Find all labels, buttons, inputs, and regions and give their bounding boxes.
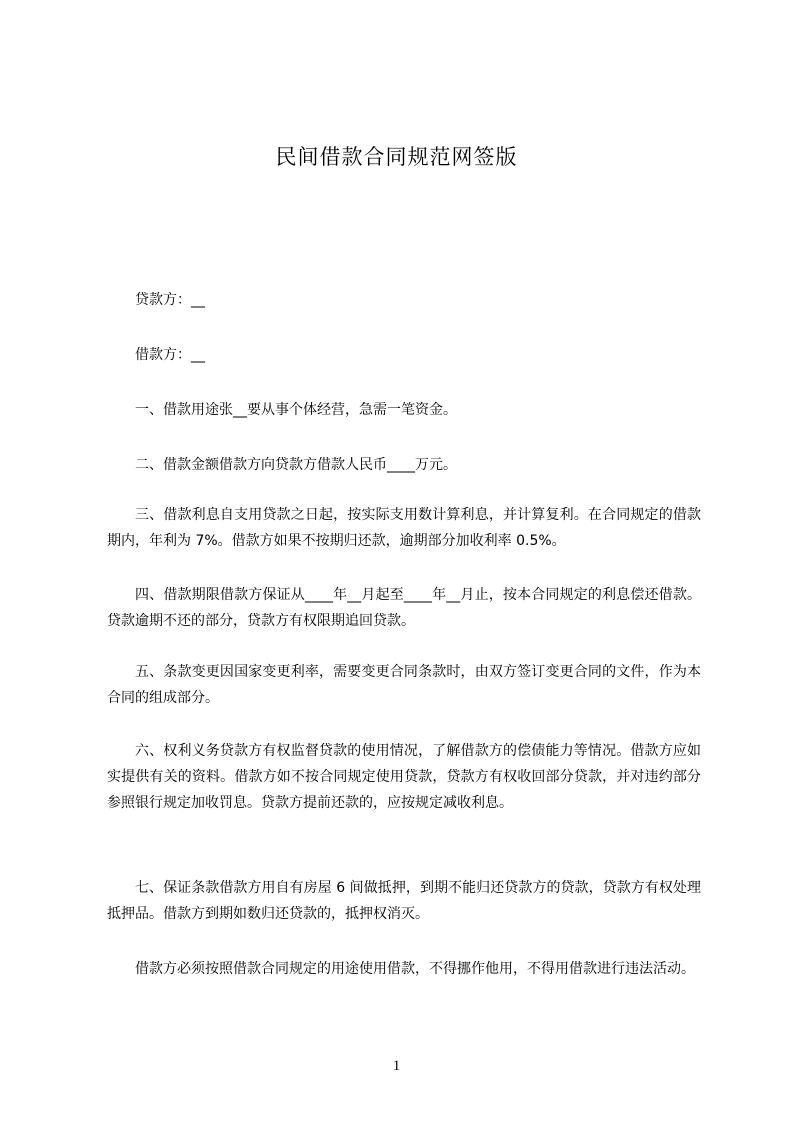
lender-line: 贷款方：__ — [135, 292, 205, 308]
clause-loan-amount: 二、借款金额借款方向贷款方借款人民币____万元。 — [135, 457, 457, 473]
clause-guarantee: 七、保证条款借款方用自有房屋 6 间做抵押，到期不能归还贷款方的贷款，贷款方有权处理抵押品。借款方到期如数归还贷款的，抵押权消灭。 — [107, 880, 701, 922]
clause-loan-purpose: 一、借款用途张__要从事个体经营，急需一笔资金。 — [135, 402, 457, 418]
clause-terms-change: 五、条款变更因国家变更利率，需要变更合同条款时，由双方签订变更合同的文件，作为本合同的组成部分。 — [107, 664, 701, 706]
borrower-line: 借款方：__ — [135, 347, 205, 363]
document-title: 民间借款合同规范网签版 — [275, 145, 518, 169]
clause-loan-interest: 三、借款利息自支用贷款之日起，按实际支用数计算利息，并计算复利。在合同规定的借款期内，年利为 7%。借款方如果不按期归还款，逾期部分加收利率 0.5%。 — [107, 507, 701, 549]
clause-rights-obligations: 六、权利义务贷款方有权监督贷款的使用情况，了解借款方的偿债能力等情况。借款方应如实提供有关的资料。借款方如不按合同规定使用贷款，贷款方有权收回部分贷款，并对违约部分参照银行规定加收罚息。贷款方提前还款的，应按规定减收利息。 — [107, 743, 701, 811]
clause-usage-restriction: 借款方必须按照借款合同规定的用途使用借款，不得挪作他用，不得用借款进行违法活动。 — [135, 961, 695, 977]
clause-loan-term: 四、借款期限借款方保证从____年__月起至____年__月止，按本合同规定的利息偿还借款。贷款逾期不还的部分，贷款方有权限期追回贷款。 — [107, 587, 701, 629]
page-number: 1 — [392, 1058, 401, 1074]
